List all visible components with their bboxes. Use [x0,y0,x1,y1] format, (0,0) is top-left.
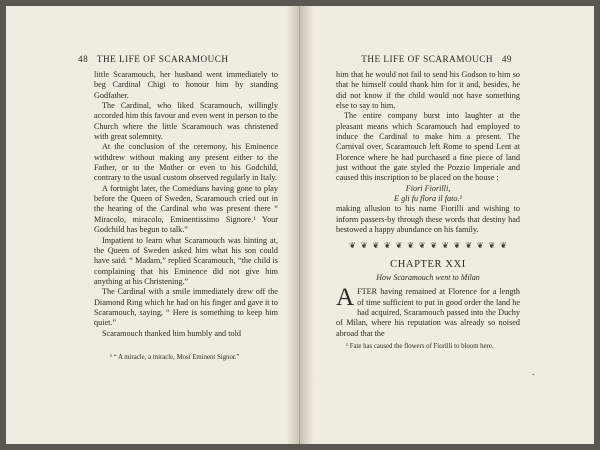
right-paragraph-3: making allusion to his name Fiorilli and wishing to inform passers-by through these words that destiny had bestowed a happy abundance on his family. [336,204,520,235]
inscription-line-1: Fiori Fiorilli, [405,183,451,193]
chapter-opening-text: FTER having remained at Florence for a length of time sufficient to put in good order the land he had acquired, Scaramouch passed into the Duchy of Milan, where his reputation was already so noised abroad that the [336,287,520,338]
left-paragraph-1: little Scaramouch, her husband went immediately to beg Cardinal Chigi to honour him by standing Godfather. [94,70,278,100]
right-body-text [336,70,520,351]
left-paragraph-2: The Cardinal, who liked Scaramouch, willingly accorded him this favour and even went in person to the Church where the little Scaramouch was christened with great solemnity. [94,101,278,142]
left-paragraph-4: A fortnight later, the Comedians having gone to play before the Queen of Sweden, Scaramouch cried out in the hearing of the Cardinal who was present there “ Miracolo, miracolo, Eminentissimo Signore.¹ Your Godchild has begun to talk.” [94,183,278,235]
chapter-opening-paragraph [336,284,520,339]
right-page [300,6,594,444]
left-footnote: ¹ “ A miracle, a miracle, Most Eminent Signor.” [110,353,240,361]
left-body-text [94,70,278,362]
right-paragraph-2: The entire company burst into laughter at the pleasant means which Scaramouch had employed to induce the Cardinal to make him a present. The Carnival over, Scaramouch left Rome to spend Lent at Florence where he had purchased a fine piece of land just without the gate styled the Pozzio Imperiale and caused this inscription to be placed on the house : [336,111,520,183]
right-page-number: 49 [501,54,512,64]
chapter-heading: CHAPTER XXI [390,258,466,270]
inscription-line-2: E gli fu flora il fato.¹ [394,194,462,204]
left-paragraph-3: At the conclusion of the ceremony, his Eminence withdrew without making any present either to the Father, or to the Mother or even to his Godchild, contrary to the usual custom observed regularly in Italy. [94,142,278,183]
left-page [6,6,300,444]
left-running-title: THE LIFE OF SCARAMOUCH [96,54,229,64]
signature-mark: * [532,374,535,379]
left-paragraph-5: Impatient to learn what Scaramouch was hinting at, the Queen of Sweden asked him what his son could have said. “ Madam,” replied Scaramouch, “the child is complaining that his Eminence did not give him anything at his Christening.” [94,235,278,286]
right-footnote: ¹ Fate has caused the flowers of Fiorilli to bloom here. [346,342,494,350]
drop-cap: A [336,284,355,312]
right-running-title: THE LIFE OF SCARAMOUCH [361,54,494,64]
open-book [6,6,594,444]
right-paragraph-1: him that he would not fail to send his Godson to him so that he himself could thank him for it and, besides, he did not know if the child would not have something else to say to him. [336,70,520,111]
right-running-head [361,54,512,64]
left-page-number: 48 [78,54,89,64]
left-paragraph-7: Scaramouch thanked him humbly and told [102,328,241,338]
left-paragraph-6: The Cardinal with a smile immediately drew off the Diamond Ring which he had on his finger and gave it to Scaramouch, saying, “ Here is something to keep him quiet.” [94,287,278,328]
decorative-ornament-band: ❦ ❦ ❦ ❦ ❦ ❦ ❦ ❦ ❦ ❦ ❦ ❦ ❦ ❦ [349,240,507,250]
chapter-subtitle: How Scaramouch went to Milan [376,272,480,282]
left-running-head [78,54,229,64]
